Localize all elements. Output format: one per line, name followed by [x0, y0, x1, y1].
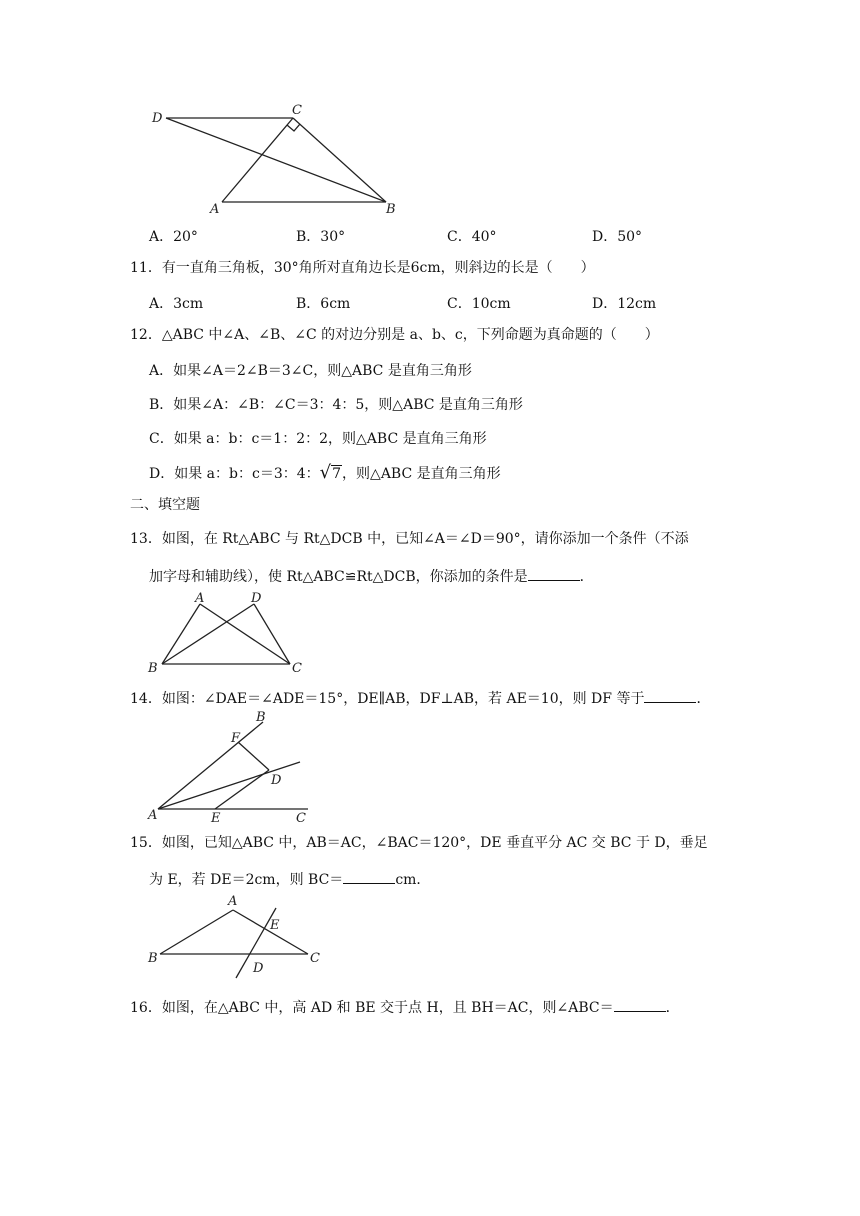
q14-line1 — [130, 688, 710, 708]
q13-answer-blank[interactable] — [528, 566, 580, 581]
label-C: C — [292, 661, 302, 675]
q11-option-c[interactable]: C．10cm — [447, 296, 511, 312]
label-B: B — [148, 951, 158, 966]
segment-AC — [222, 118, 293, 202]
q11-option-b[interactable]: B．6cm — [296, 296, 351, 312]
q15-line2 — [149, 869, 430, 889]
label-A: A — [195, 591, 205, 606]
label-D: D — [152, 111, 163, 126]
q16-line1-end: ． — [665, 1000, 680, 1016]
label-C: C — [296, 811, 306, 826]
q10-option-b[interactable]: B．30° — [296, 229, 346, 245]
q13-line2-end: ． — [579, 569, 594, 585]
q10-option-c[interactable]: C．40° — [447, 229, 497, 245]
q11-stem: 11．有一直角三角板，30°角所对直角边长是6cm，则斜边的长是（ ） — [130, 260, 595, 276]
q12-option-b[interactable]: B．如果∠A：∠B：∠C＝3：4：5，则△ABC 是直角三角形 — [149, 397, 523, 413]
q15-line1: 15．如图，已知△ABC 中，AB＝AC，∠BAC＝120°，DE 垂直平分 AC 交 BC 于 D，垂足 — [130, 835, 708, 851]
segment-DB — [166, 118, 386, 202]
sqrt-radicand: 7 — [332, 466, 342, 482]
label-C: C — [310, 951, 320, 966]
q12-option-d-prefix: D．如果 a：b：c＝3：4： — [149, 466, 320, 482]
q14-line1-text: 14．如图：∠DAE＝∠ADE＝15°，DE∥AB，DF⊥AB，若 AE＝10，则 DF 等于 — [130, 691, 645, 707]
segment-DC — [254, 604, 290, 664]
q16-answer-blank[interactable] — [614, 997, 666, 1012]
label-C: C — [292, 103, 302, 118]
label-B: B — [148, 661, 158, 675]
label-A: A — [210, 202, 220, 217]
segment-AB — [160, 910, 233, 954]
label-F: F — [231, 731, 241, 746]
segment-FD — [238, 742, 269, 770]
q11-option-a[interactable]: A．3cm — [149, 296, 204, 312]
q13-line1: 13．如图，在 Rt△ABC 与 Rt△DCB 中，已知∠A＝∠D＝90°，请你添加一个条件（不添 — [130, 531, 689, 547]
segment-AB — [162, 604, 200, 664]
segment-DB — [162, 604, 254, 664]
label-A: A — [148, 808, 158, 823]
label-D: D — [253, 961, 264, 976]
q15-answer-blank[interactable] — [343, 869, 395, 884]
q11-option-d[interactable]: D．12cm — [592, 296, 657, 312]
label-A: A — [228, 894, 238, 909]
label-D: D — [251, 591, 262, 606]
q12-option-d-suffix: ，则△ABC 是直角三角形 — [342, 466, 501, 482]
q15-line2-end: cm． — [395, 872, 431, 888]
q14-answer-blank[interactable] — [644, 688, 696, 703]
label-D: D — [271, 773, 282, 788]
sqrt-symbol: √7 — [319, 462, 342, 483]
q16-line1 — [130, 997, 680, 1017]
q10-option-a[interactable]: A．20° — [149, 229, 198, 245]
q12-option-d[interactable] — [149, 462, 501, 483]
label-B: B — [386, 202, 396, 217]
q14-line1-end: ． — [696, 691, 711, 707]
q15-figure — [140, 890, 330, 985]
q14-figure — [140, 708, 320, 826]
label-B: B — [256, 710, 266, 725]
label-E: E — [270, 918, 280, 933]
segment-AB — [158, 722, 263, 809]
section-title: 二、填空题 — [130, 497, 200, 513]
q10-figure — [150, 100, 410, 220]
q12-option-c[interactable]: C．如果 a：b：c＝1：2：2，则△ABC 是直角三角形 — [149, 431, 487, 447]
q10-option-d[interactable]: D．50° — [592, 229, 643, 245]
segment-ED — [215, 770, 269, 809]
segment-AC — [200, 604, 290, 664]
segment-CB — [293, 118, 386, 202]
q16-line1-text: 16．如图，在△ABC 中，高 AD 和 BE 交于点 H，且 BH＝AC，则∠ABC＝ — [130, 1000, 614, 1016]
right-angle-mark — [287, 124, 300, 131]
q12-stem: 12．△ABC 中∠A、∠B、∠C 的对边分别是 a、b、c，下列命题为真命题的（ ） — [130, 327, 659, 343]
label-E: E — [211, 811, 221, 826]
q13-figure — [140, 590, 310, 675]
q15-line2-text: 为 E，若 DE＝2cm，则 BC＝ — [149, 872, 344, 888]
q12-option-a[interactable]: A．如果∠A＝2∠B＝3∠C，则△ABC 是直角三角形 — [149, 363, 472, 379]
q13-line2-text: 加字母和辅助线），使 Rt△ABC≌Rt△DCB，你添加的条件是 — [149, 569, 528, 585]
q13-line2 — [149, 566, 594, 586]
